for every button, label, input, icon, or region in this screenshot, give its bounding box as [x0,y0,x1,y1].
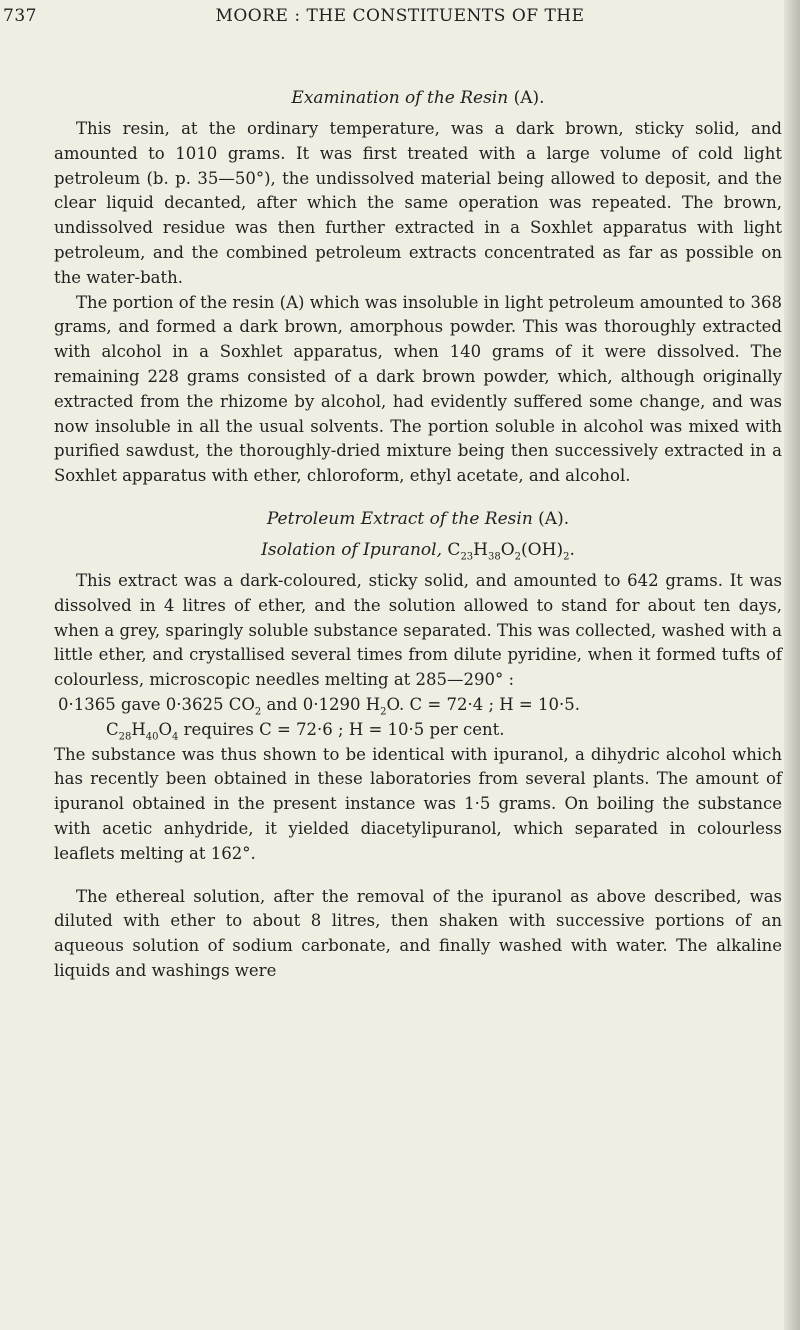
paragraph: The portion of the resin (A) which was insoluble in light petroleum amounted to 368 grams, and formed a dark brown, amorphous powder. This was thoroughly extracted with alcohol in a Soxhlet apparatus, when 140 grams of it were dissolved. The remaining 228 grams consisted of a dark brown powder, which, although originally extracted from the rhizome by alcohol, had evidently suffered some change, and was now insoluble in all the usual solvents. The portion soluble in alcohol was mixed with purified sawdust, the thoroughly-dried mixture being then successively extracted in a Soxhlet apparatus with ether, chloroform, ethyl acetate, and alcohol. [54,292,782,486]
requirement-line: $C_{28}H_{40}O_4$ requires C = 72·6 ; H = 10·5 per cent. [106,719,505,743]
page-number: 737 [3,6,37,26]
running-head [0,6,780,32]
paragraph: The substance was thus shown to be identical with ipuranol, a dihydric alcohol which has recently been obtained in these laboratories from several plants. The amount of ipuranol obtained in the present instance was 1·5 grams. On boiling the substance with acetic anhydride, it yielded diacetylipuranol, which separated in colourless leaflets melting at 162°. [54,744,782,863]
running-title: MOORE : THE CONSTITUENTS OF THE [215,6,585,26]
subheading-isolation [54,538,782,563]
paragraph: This resin, at the ordinary temperature, was a dark brown, sticky solid, and amounted to 1010 grams. It was first treated with a large volume of cold light petroleum (b. p. 35—50°), the undissolved material being allowed to deposit, and the clear liquid decanted, after which the same operation was repeated. The brown, undissolved residue was then further extracted in a Soxhlet apparatus with light petroleum, and the combined petroleum extracts concentrated as far as possible on the water-bath. [54,119,782,287]
analysis-line: 0·1365 gave 0·3625 $CO_2$ and 0·1290 $H_2O$. C = 72·4 ; H = 10·5. [58,694,580,718]
page-edge-shadow [784,0,800,1330]
section-heading-petroleum [54,507,782,532]
formula-ipuranol: $C_{23}H_{38}O_2(OH)_2$. [447,539,575,563]
section-heading-text: Examination of the Resin [291,88,509,108]
paragraph: This extract was a dark-coloured, sticky solid, and amounted to 642 grams. It was dissolved in 4 litres of ether, and the solution allowed to stand for about ten days, when a grey, sparingly soluble substance separated. This was collected, washed with a little ether, and crystallised several times from dilute pyridine, when it formed tufts of colourless, microscopic needles melting at 285—290° : [54,570,782,690]
body-text [54,86,782,984]
section-heading-tag: (A). [538,508,570,529]
subheading-text: Isolation of Ipuranol, [261,539,443,560]
section-heading-text: Petroleum Extract of the Resin [266,508,533,529]
section-heading-resin [54,86,782,111]
section-heading-tag: (A). [513,88,545,108]
paragraph: The ethereal solution, after the removal of the ipuranol as above described, was diluted with ether to about 8 litres, then shaken with successive portions of an aqueous solution of sodium carbonate, and finally washed with water. The alkaline liquids and washings were [54,886,782,980]
